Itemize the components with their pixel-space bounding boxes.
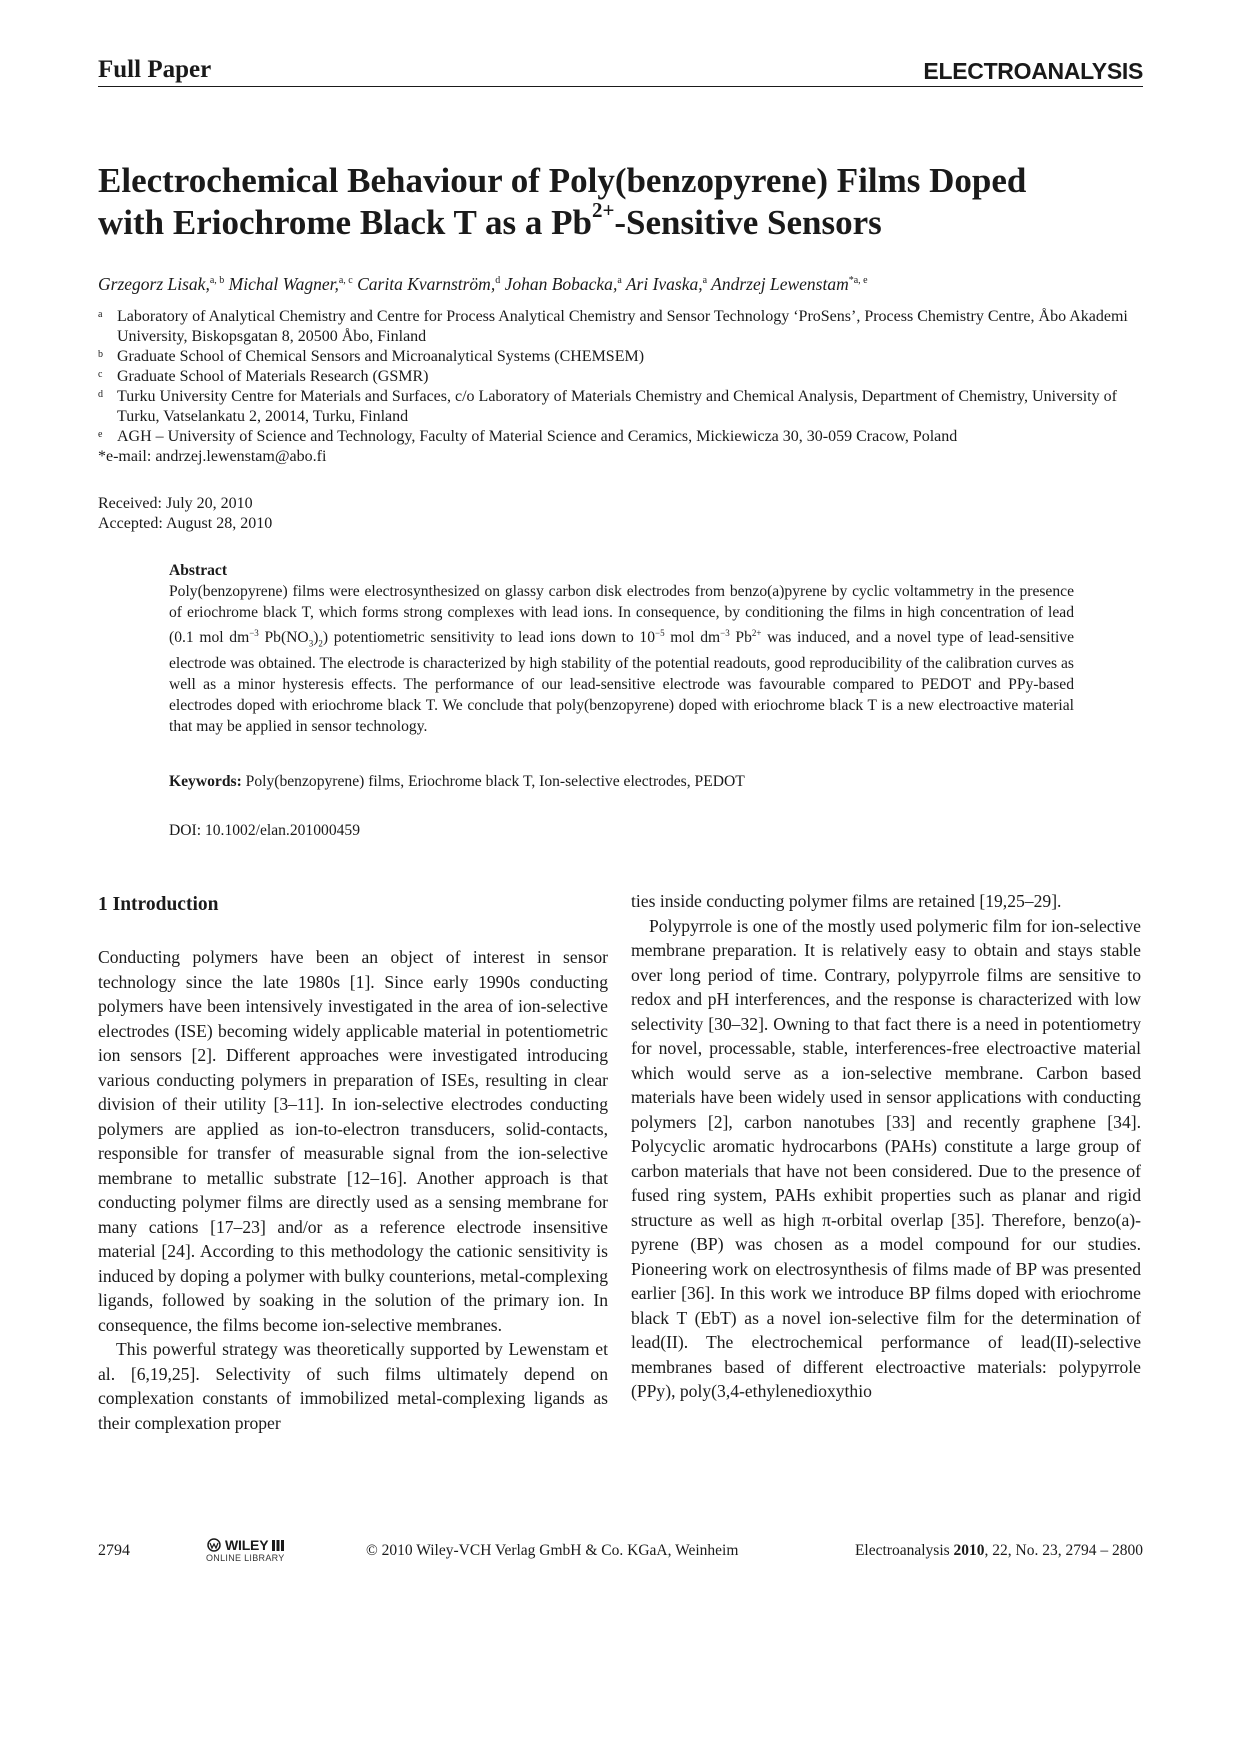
author: Ari Ivaska,$^a$ [625,273,708,294]
affiliation-text: Graduate School of Materials Research (GSMR) [117,368,429,385]
author-affiliation-mark: a [617,275,622,286]
journal-citation [855,1542,1143,1560]
copyright: © 2010 Wiley-VCH Verlag GmbH & Co. KGaA, Weinheim [366,1542,739,1559]
keywords-text: Poly(benzopyrene) films, Eriochrome black T, Ion-selective electrodes, PEDOT [245,773,745,790]
doi[interactable]: DOI: 10.1002/elan.201000459 [169,822,361,839]
abstract-text-part: Pb [729,629,752,647]
book-icon [271,1539,285,1552]
title-line-2-pre: with Eriochrome Black T as a Pb [98,203,592,242]
abstract-superscript: −3 [249,628,259,639]
title-line-1: Electrochemical Behaviour of Poly(benzopyrene) Films Doped [98,161,1027,200]
abstract-text [169,582,1074,738]
received-date: Received: July 20, 2010 [98,495,253,512]
paragraph: Polypyrrole is one of the mostly used polymeric film for ion-selective membrane preparation. It is relatively easy to obtain and stays stable over long period of time. Contrary, polypyrrole films are sensitive to redox and pH interferences, and the response is characterized with low selectivity [30–32]. Owning to that fact there is a need in potentiometry for novel, processable, stable, interferences-free electroactive material which would serve as a ion-selective membrane. Carbon based materials have been widely used in sensor applications with conducting polymers [2], carbon nanotubes [33] and recently graphene [34]. Polycyclic aromatic hydrocarbons (PAHs) constitute a large group of carbon materials that have not been considered. Due to the presence of fused ring system, PAHs exhibit properties such as planar and rigid structure as well as high π-orbital overlap [35]. Therefore, benzo(a)-pyrene (BP) was chosen as a model compound for our studies. Pioneering work on electrosynthesis of films made of BP was presented earlier [36]. In this work we introduce BP films doped with eriochrome black T (EbT) as a novel ion-selective film for the determination of lead(II). The electrochemical performance of lead(II)-selective membranes based of different electroactive materials: polypyrrole (PPy), poly(3,4-ethylenedioxythio [631,915,1141,1401]
paragraph: This powerful strategy was theoretically supported by Lewenstam et al. [6,19,25]. Selectivity of such films ultimately depend on complexation constants of immobilized metal-complexing ligands as their complexation proper [98,1339,608,1433]
affiliation-text: AGH – University of Science and Technology, Faculty of Material Science and Ceramics, Mickiewicza 30, 30-059 Cracow, Poland [117,428,958,445]
journal-citation-name: Electroanalysis [854,1542,954,1559]
abstract-heading: Abstract [169,562,228,579]
author: Grzegorz Lisak,$^{a, b}$ [98,273,225,294]
author: Michal Wagner,$^{a, c}$ [228,273,353,294]
abstract-text-part: Pb(NO [258,629,309,647]
author: Johan Bobacka,$^a$ [504,273,622,294]
abstract-block [169,561,1074,738]
author-affiliation-mark: a, c [338,275,353,286]
online-library-label: ONLINE LIBRARY [206,1553,285,1563]
author-list [98,270,1143,295]
journal-citation-year: 2010 [953,1542,985,1559]
keywords [169,773,1074,791]
paper-title [98,160,1143,244]
author-name: Johan Bobacka [504,273,613,294]
body-column-left [98,893,608,1435]
author [711,274,867,294]
affiliation-mark: c [98,369,103,380]
abstract-superscript: −5 [655,628,665,639]
article-dates [98,494,272,534]
author-name: Michal Wagner [228,273,335,294]
abstract-superscript: −3 [720,628,730,639]
affiliation [98,367,1143,387]
affiliation-mark: d [98,389,103,400]
author-affiliation-mark: d [495,275,501,286]
keywords-label: Keywords: [169,773,242,790]
affiliation [98,347,1143,367]
author-name: Ari Ivaska [625,273,699,294]
page-number: 2794 [98,1542,130,1559]
section-label: Full Paper [98,56,212,83]
affiliation [98,307,1143,347]
journal-name: ELECTROANALYSIS [923,58,1143,84]
header-rule [98,86,1143,87]
affiliation-mark: e [98,429,103,440]
title-line-2 [98,198,1143,244]
author-affiliation-mark: a [702,275,708,286]
wiley-logo-text: WILEY [225,1537,269,1553]
author-name: Carita Kvarnström [357,273,491,294]
author-affiliation-mark: a, b [209,275,225,286]
paragraph: Conducting polymers have been an object of interest in sensor technology since the late 1980s [1]. Since early 1990s conducting polymers have been intensively investigated in the area of ion-selective electrodes (ISE) becoming widely applicable material in potentiometric ion sensors [2]. Different approaches were investigated introducing various conducting polymers in preparation of ISEs, resulting in clear division of their utility [3–11]. In ion-selective electrodes conducting polymers are applied as ion-to-electron transducers, solid-contacts, responsible for transfer of measurable signal from the ion-selective membrane to metallic substrate [12–16]. Another approach is that conducting polymer films are directly used as a sensing membrane for many cations [17–23] and/or as a reference electrode insensitive material [24]. According to this methodology the cationic sensitivity is induced by doping a polymer with bulky counterions, metal-complexing ligands, followed by soaking in the solution of the primary ion. In consequence, the films become ion-selective membranes. [98,947,608,1335]
wiley-logo [206,1537,288,1563]
affiliation-mark: b [98,349,103,360]
author-affiliation-mark: *a, e [848,275,868,286]
corresponding-email[interactable]: *e-mail: andrzej.lewenstam@abo.fi [98,448,327,465]
title-superscript: 2+ [591,198,615,223]
abstract-subscript: 3 [308,638,314,649]
abstract-superscript: 2+ [751,628,762,639]
abstract-text-part: Poly(benzopyrene) films were electrosynthesized on glassy carbon disk electrodes from benzo(a)pyrene by cyclic voltammetry in the presence of eriochrome black T, which forms strong complexes with lead ions. In consequence, by conditioning the films in high concentration of lead (0.1 mol dm [169,582,1074,647]
affiliation-list [98,307,1143,467]
author: Carita Kvarnström,$^d$ [357,273,501,294]
paragraph: ties inside conducting polymer films are retained [19,25–29]. [631,891,1062,911]
abstract-text-part: mol dm [664,629,721,647]
affiliation-text: Laboratory of Analytical Chemistry and Centre for Process Analytical Chemistry and Sensor Technology ‘ProSens’, Process Chemistry Centre, Åbo Akademi University, Biskopsgatan 8, 20500 Åbo, Finland [117,308,1128,345]
body-column-right [631,889,1141,1404]
affiliation [98,427,1143,447]
accepted-date: Accepted: August 28, 2010 [98,515,273,532]
journal-citation-volume: , 22, No. 23, 2794 – 2800 [984,1542,1143,1559]
wiley-emblem-icon [206,1538,222,1552]
wiley-wordmark [206,1537,288,1553]
abstract-text-part: ) [313,629,319,647]
abstract-subscript: 2 [318,638,323,649]
author-name: Grzegorz Lisak [98,273,206,294]
author-name: Andrzej Lewenstam [711,273,849,294]
affiliation-mark: a [98,309,103,320]
affiliation [98,387,1143,427]
abstract-text-part: was induced, and a novel type of lead-sensitive electrode was obtained. The electrode is characterized by high stability of the potential readouts, good reproducibility of the calibration curves as well as a minor hysteresis effects. The performance of our lead-sensitive electrode was favourable compared to PEDOT and PPy-based electrodes doped with eriochrome black T. We conclude that poly(benzopyrene) doped with eriochrome black T is a new electroactive material that may be applied in sensor technology. [169,629,1075,735]
abstract-text-part: ) potentiometric sensitivity to lead ions down to 10 [322,629,656,647]
affiliation-text: Turku University Centre for Materials and Surfaces, c/o Laboratory of Materials Chemistry and Chemical Analysis, Department of Chemistry, University of Turku, Vatselankatu 2, 20014, Turku, Finland [117,388,1117,425]
title-line-2-post: -Sensitive Sensors [614,203,882,242]
affiliation-text: Graduate School of Chemical Sensors and Microanalytical Systems (CHEMSEM) [117,348,645,365]
section-heading: 1 Introduction [98,894,219,915]
